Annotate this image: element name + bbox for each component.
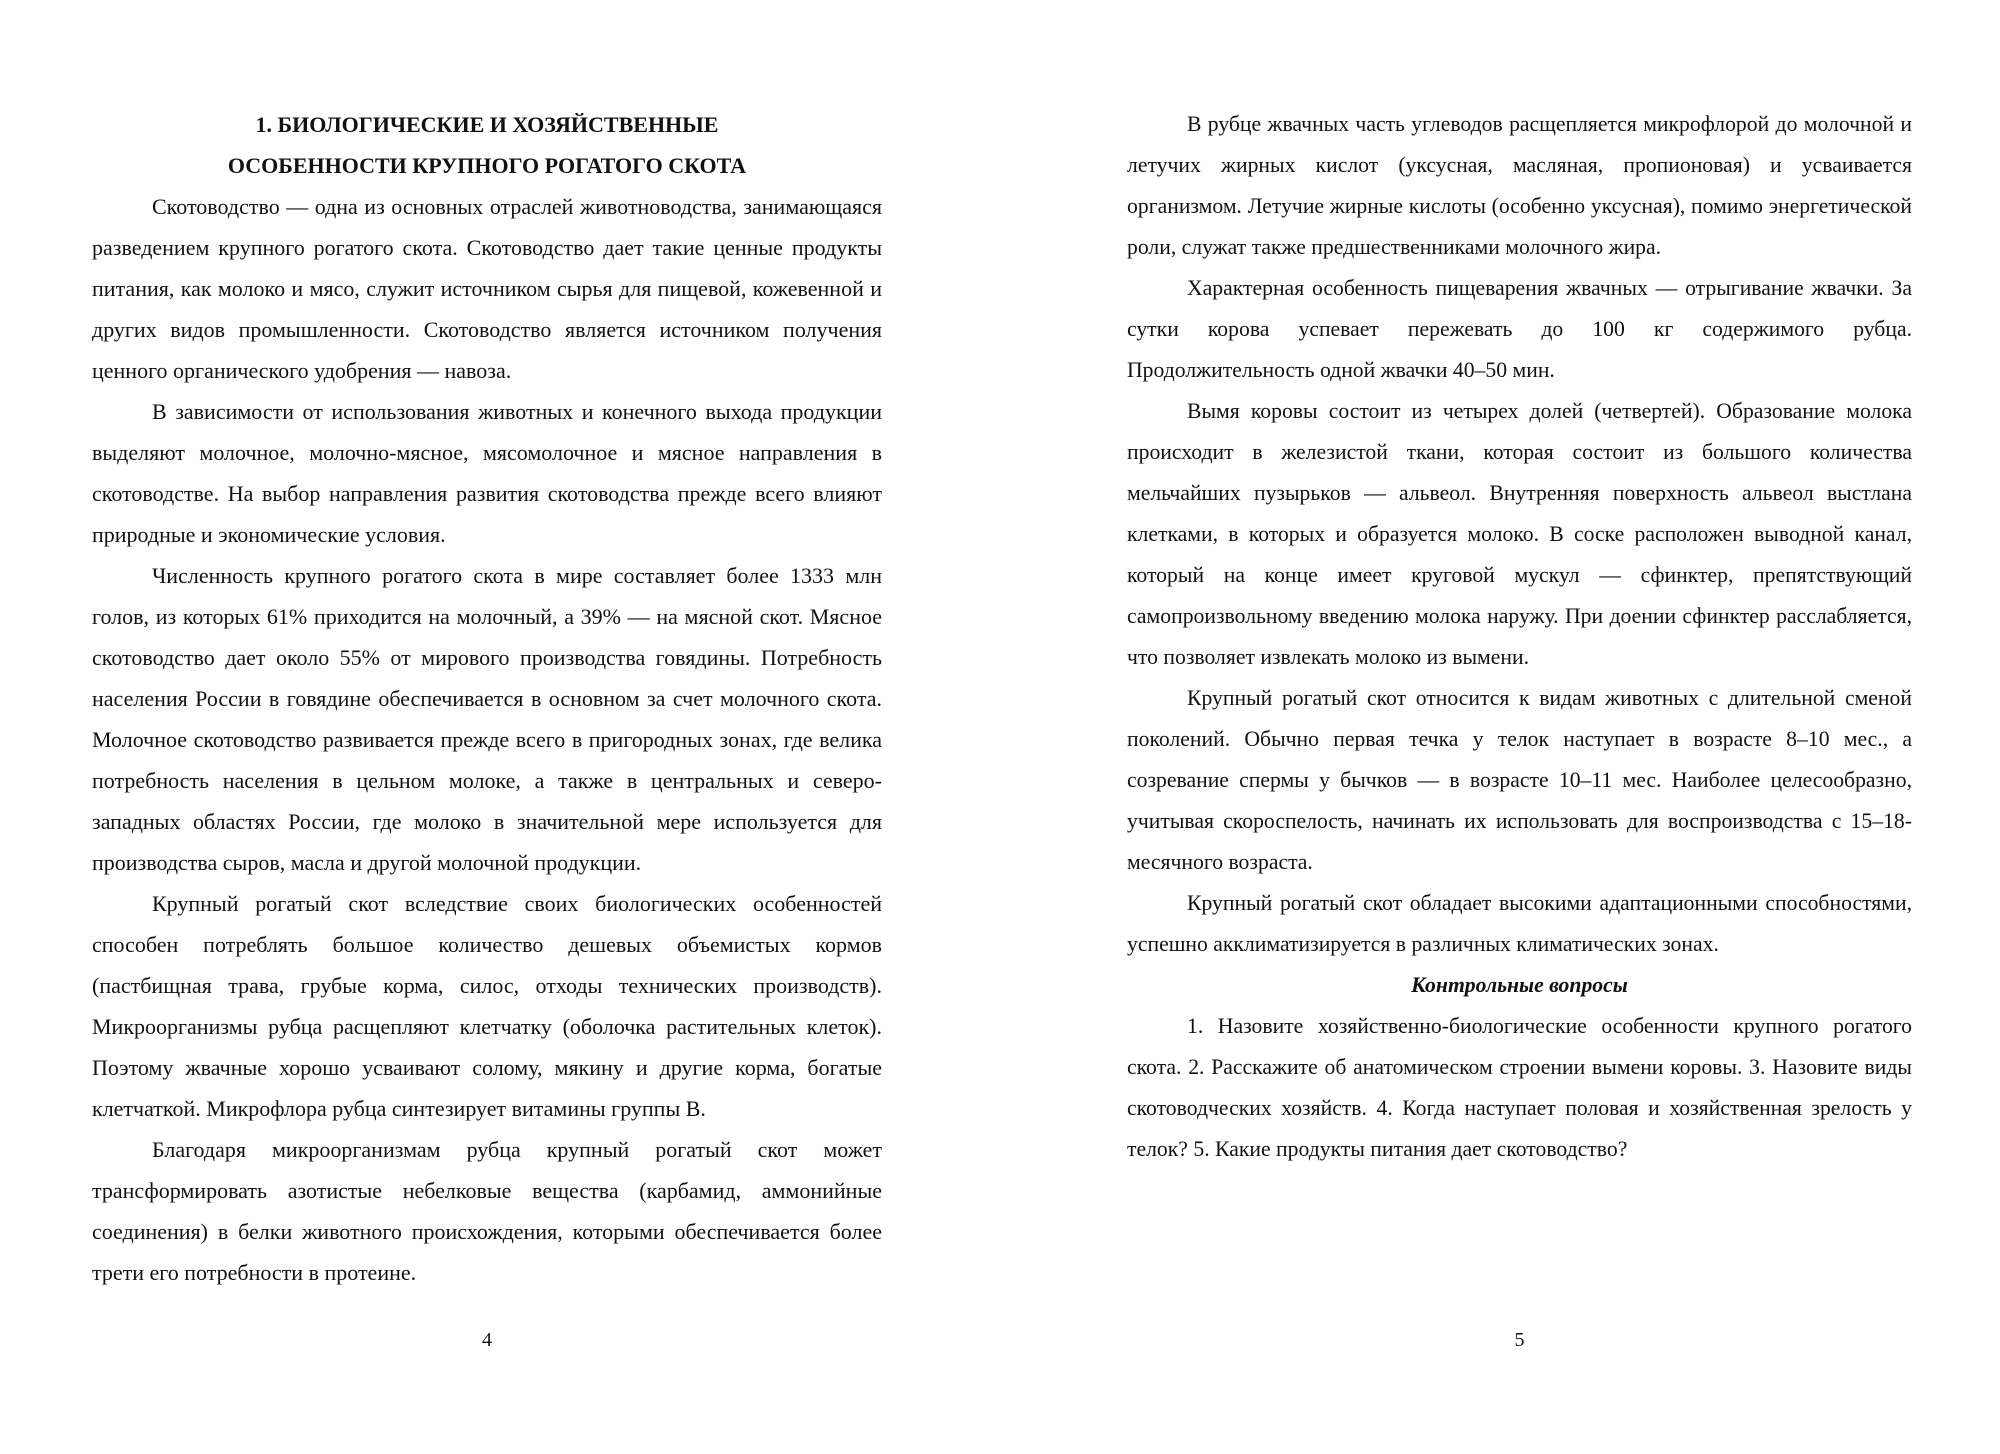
page-number: 5 <box>1514 1329 1525 1351</box>
page-number: 4 <box>482 1329 492 1351</box>
paragraph: В рубце жвачных часть углеводов расщепляется микрофлорой до молочной и летучих жирных кислот (уксусная, масляная, пропионовая) и усваивается организмом. Летучие жирные кислоты (особенно уксусная), помимо энергетической роли, служат также предшественниками молочного жира. <box>1127 112 1912 259</box>
paragraph: Вымя коровы состоит из четырех долей (четвертей). Образование молока происходит в железистой ткани, которая состоит из большого количества мельчайших пузырьков — альвеол. Внутренняя поверхность альвеол выстлана клетками, в которых и образуется молоко. В соске расположен выводной канал, который на конце имеет круговой мускул — сфинктер, препятствующий самопроизвольному введению молока наружу. При доении сфинктер расслабляется, что позволяет извлекать молоко из вымени. <box>1127 399 1912 669</box>
right-page <box>1127 0 1912 1454</box>
paragraph: Крупный рогатый скот относится к видам животных с длительной сменой поколений. Обычно первая течка у телок наступает в возрасте 8–10 мес., а созревание спермы у бычков — в возрасте 10–11 мес. Наиболее целесообразно, учитывая скороспелость, начинать их использовать для воспроизводства с 15–18-месячного возраста. <box>1127 686 1912 874</box>
questions-heading: Контрольные вопросы <box>1411 973 1628 997</box>
chapter-heading-line-1: 1. БИОЛОГИЧЕСКИЕ И ХОЗЯЙСТВЕННЫЕ <box>255 112 719 137</box>
paragraph: В зависимости от использования животных и конечного выхода продукции выделяют молочное, молочно-мясное, мясомолочное и мясное направления в скотоводстве. На выбор направления развития скотоводства прежде всего влияют природные и экономические условия. <box>92 399 882 547</box>
left-page <box>92 0 882 1454</box>
right-page-content <box>1127 104 1912 1170</box>
paragraph: Крупный рогатый скот обладает высокими адаптационными способностями, успешно акклиматизируется в различных климатических зонах. <box>1127 891 1912 956</box>
paragraph: Крупный рогатый скот вследствие своих биологических особенностей способен потреблять большое количество дешевых объемистых кормов (пастбищная трава, грубые корма, силос, отходы технических производств). Микроорганизмы рубца расщепляют клетчатку (оболочка растительных клеток). Поэтому жвачные хорошо усваивают солому, мякину и другие корма, богатые клетчаткой. Микрофлора рубца синтезирует витамины группы В. <box>92 891 882 1121</box>
questions-paragraph: 1. Назовите хозяйственно-биологические особенности крупного рогатого скота. 2. Расскажите об анатомическом строении вымени коровы. 3. Назовите виды скотоводческих хозяйств. 4. Когда наступает половая и хозяйственная зрелость у телок? 5. Какие продукты питания дает скотоводство? <box>1127 1014 1912 1161</box>
paragraph: Благодаря микроорганизмам рубца крупный рогатый скот может трансформировать азотистые небелковые вещества (карбамид, аммонийные соединения) в белки животного происхождения, которыми обеспечивается более трети его потребности в протеине. <box>92 1137 882 1285</box>
paragraph: Численность крупного рогатого скота в мире составляет более 1333 млн голов, из которых 61% приходится на молочный, а 39% — на мясной скот. Мясное скотоводство дает около 55% от мирового производства говядины. Потребность населения России в говядине обеспечивается в основном за счет молочного скота. Молочное скотоводство развивается прежде всего в пригородных зонах, где велика потребность населения в цельном молоке, а также в центральных и северо-западных областях России, где молоко в значительной мере используется для производства сыров, масла и другой молочной продукции. <box>92 563 882 875</box>
chapter-heading-line-2: ОСОБЕННОСТИ КРУПНОГО РОГАТОГО СКОТА <box>227 153 747 178</box>
paragraph: Скотоводство — одна из основных отраслей животноводства, занимающаяся разведением крупного рогатого скота. Скотоводство дает такие ценные продукты питания, как молоко и мясо, служит источником сырья для пищевой, кожевенной и других видов промышленности. Скотоводство является источником получения ценного органического удобрения — навоза. <box>92 194 882 383</box>
paragraph: Характерная особенность пищеварения жвачных — отрыгивание жвачки. За сутки корова успевает пережевать до 100 кг содержимого рубца. Продолжительность одной жвачки 40–50 мин. <box>1127 276 1912 382</box>
left-page-content <box>92 104 882 1293</box>
